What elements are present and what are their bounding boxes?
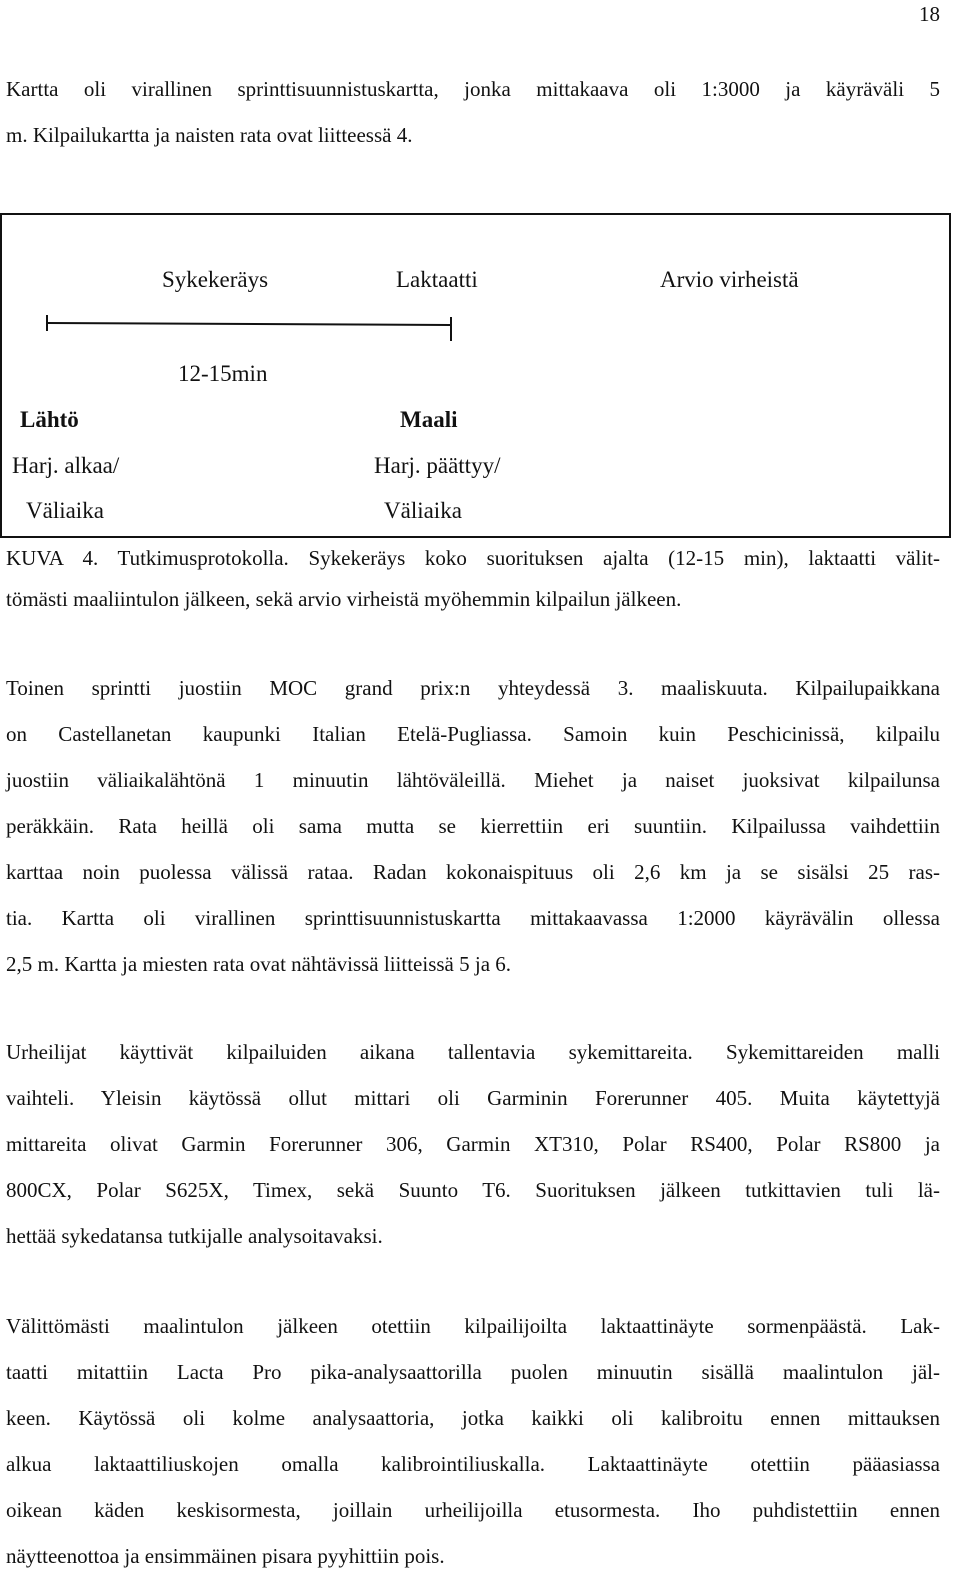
paragraph-heart-rate — [6, 1029, 940, 1259]
duration-label: 12-15min — [178, 361, 268, 386]
arvio-label: Arvio virheistä — [660, 267, 799, 292]
start-title: Lähtö — [20, 407, 79, 432]
text-line: oikean käden keskisormesta, joillain urheilijoilla etusormesta. Iho puhdistettiin ennen — [6, 1498, 940, 1522]
text-line: Kartta oli virallinen sprinttisuunnistuskartta, jonka mittakaava oli 1:3000 ja käyräväli 5 — [6, 77, 940, 101]
text-line: Toinen sprintti juostiin MOC grand prix:n yhteydessä 3. maaliskuuta. Kilpailupaikkana — [6, 676, 940, 700]
text-line: 2,5 m. Kartta ja miesten rata ovat nähtävissä liitteissä 5 ja 6. — [6, 952, 512, 976]
text-line: Välittömästi maalintulon jälkeen otettiin kilpailijoilta laktaattinäyte sormenpäästä. Lak- — [6, 1314, 940, 1338]
text-line: hettää sykedatansa tutkijalle analysoitavaksi. — [6, 1224, 383, 1248]
figure-caption — [6, 538, 940, 620]
text-line: tömästi maaliintulon jälkeen, sekä arvio virheistä myöhemmin kilpailun jälkeen. — [6, 587, 682, 611]
text-line: taatti mitattiin Lacta Pro pika-analysaattorilla puolen minuutin sisällä maalintulon jäl- — [6, 1360, 940, 1384]
text-line: karttaa noin puolessa välissä rataa. Radan kokonaispituus oli 2,6 km ja se sisälsi 25 ras- — [6, 860, 940, 884]
paragraph-moc — [6, 665, 940, 987]
start-line1: Harj. alkaa/ — [12, 453, 120, 478]
finish-title: Maali — [400, 407, 458, 432]
text-line: alkua laktaattiliuskojen omalla kalibrointiliuskalla. Laktaattinäyte otettiin pääasiassa — [6, 1452, 940, 1476]
text-line: KUVA 4. Tutkimusprotokolla. Sykekeräys koko suorituksen ajalta (12-15 min), laktaatti välit- — [6, 546, 940, 570]
text-line: Urheilijat käyttivät kilpailuiden aikana tallentavia sykemittareita. Sykemittareiden malli — [6, 1040, 940, 1064]
timeline-arrow — [46, 311, 458, 343]
text-line: tia. Kartta oli virallinen sprinttisuunnistuskartta mittakaavassa 1:2000 käyrävälin ollessa — [6, 906, 940, 930]
text-line: peräkkäin. Rata heillä oli sama mutta se kierrettiin eri suuntiin. Kilpailussa vaihdettiin — [6, 814, 940, 838]
text-line: näytteenottoa ja ensimmäinen pisara pyyhittiin pois. — [6, 1544, 445, 1568]
text-line: on Castellanetan kaupunki Italian Etelä-Pugliassa. Samoin kuin Peschicinissä, kilpailu — [6, 722, 940, 746]
finish-line2: Väliaika — [384, 498, 462, 523]
text-line: 800CX, Polar S625X, Timex, sekä Suunto T6. Suorituksen jälkeen tutkittavien tuli lä- — [6, 1178, 940, 1202]
page-number: 18 — [919, 2, 940, 26]
paragraph-lactate — [6, 1303, 940, 1579]
text-line: vaihteli. Yleisin käytössä ollut mittari oli Garminin Forerunner 405. Muita käytettyjä — [6, 1086, 940, 1110]
text-line: m. Kilpailukartta ja naisten rata ovat liitteessä 4. — [6, 123, 413, 147]
text-line: mittareita olivat Garmin Forerunner 306, Garmin XT310, Polar RS400, Polar RS800 ja — [6, 1132, 940, 1156]
intro-paragraph — [6, 66, 940, 158]
sykekerays-label: Sykekeräys — [162, 267, 269, 292]
text-line: juostiin väliaikalähtönä 1 minuutin lähtöväleillä. Miehet ja naiset juoksivat kilpailunsa — [6, 768, 940, 792]
start-line2: Väliaika — [26, 498, 104, 523]
laktaatti-label: Laktaatti — [396, 267, 478, 292]
text-line: keen. Käytössä oli kolme analysaattoria, jotka kaikki oli kalibroitu ennen mittauksen — [6, 1406, 940, 1430]
protocol-figure — [0, 213, 951, 538]
finish-line1: Harj. päättyy/ — [374, 453, 501, 478]
